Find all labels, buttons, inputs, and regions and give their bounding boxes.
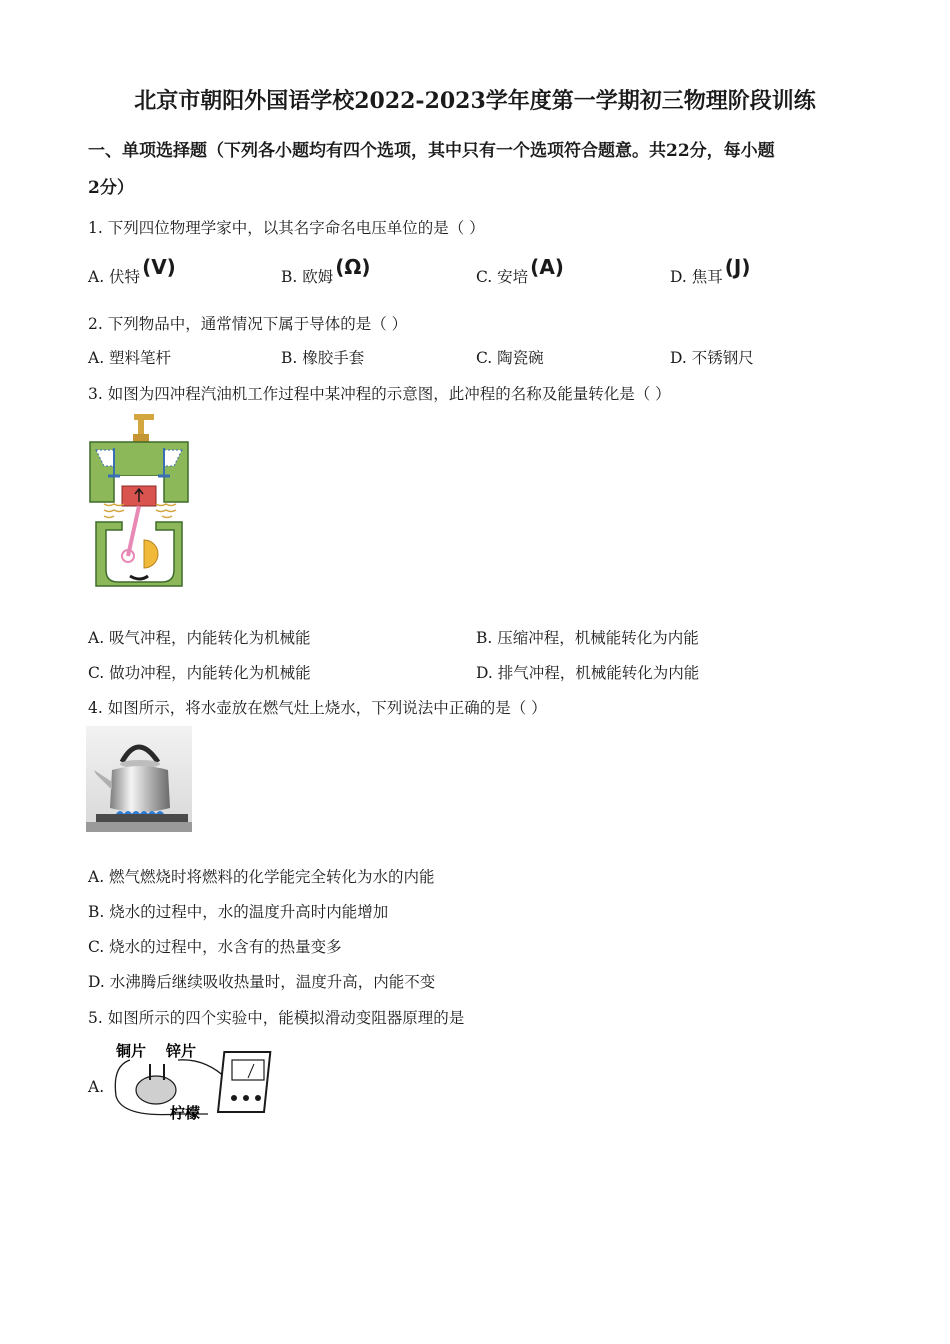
kettle-body <box>110 766 170 812</box>
q3-option-d: D. 排气冲程，机械能转化为内能 <box>476 664 700 682</box>
q5-option-a-label: A. <box>88 1078 105 1096</box>
q1-option-b <box>281 255 371 287</box>
q4-option-c: C. 烧水的过程中，水含有的热量变多 <box>88 938 342 956</box>
section-heading-line2: 2分） <box>88 178 134 198</box>
stove-top <box>86 822 192 832</box>
spark-plug-body <box>138 418 144 436</box>
engine-diagram <box>86 410 192 592</box>
spark-plug-base <box>133 434 149 442</box>
terminal-1 <box>231 1095 237 1101</box>
q2-option-b: B. 橡胶手套 <box>281 349 365 367</box>
q1-option-d-label: D. 焦耳 <box>670 268 723 286</box>
lemon <box>136 1076 176 1104</box>
q1-option-a <box>88 255 176 287</box>
q3-option-c: C. 做功冲程，内能转化为机械能 <box>88 664 311 682</box>
rotation-arrow-icon <box>130 576 148 579</box>
q2-option-c: C. 陶瓷碗 <box>476 349 544 367</box>
question-2-stem: 2. 下列物品中，通常情况下属于导体的是（ ） <box>88 315 408 333</box>
question-1-stem: 1. 下列四位物理学家中，以其名字命名电压单位的是（ ） <box>88 219 485 237</box>
q1-option-b-unit: (Ω) <box>335 255 371 279</box>
q2-option-d: D. 不锈钢尺 <box>670 349 754 367</box>
right-valve-spring <box>156 504 176 518</box>
section-heading-line1: 一、单项选择题（下列各小题均有四个选项，其中只有一个选项符合题意。共22分，每小题 <box>88 141 775 161</box>
combustion-chamber <box>120 476 158 486</box>
wire-right <box>178 1060 228 1080</box>
q1-option-d <box>670 255 751 287</box>
terminal-3 <box>255 1095 261 1101</box>
q4-option-b: B. 烧水的过程中，水的温度升高时内能增加 <box>88 903 389 921</box>
lemon-battery-diagram <box>108 1036 278 1124</box>
zinc-label: 锌片 <box>166 1042 197 1060</box>
q4-option-a: A. 燃气燃烧时将燃料的化学能完全转化为水的内能 <box>88 868 435 886</box>
q1-option-c-label: C. 安培 <box>476 268 529 286</box>
terminal-2 <box>243 1095 249 1101</box>
q2-option-a: A. 塑料笔杆 <box>88 349 172 367</box>
stove-grate <box>96 814 188 822</box>
crankcase <box>96 522 182 586</box>
q4-option-d: D. 水沸腾后继续吸收热量时，温度升高，内能不变 <box>88 973 436 991</box>
question-5-stem: 5. 如图所示的四个实验中，能模拟滑动变阻器原理的是 <box>88 1009 465 1027</box>
kettle-photo <box>86 726 192 832</box>
q1-option-c-unit: (A) <box>530 255 564 279</box>
lemon-label: 柠檬 <box>170 1104 201 1122</box>
question-4-stem: 4. 如图所示，将水壶放在燃气灶上烧水，下列说法中正确的是（ ） <box>88 699 547 717</box>
left-valve-spring <box>104 504 124 518</box>
connecting-rod <box>128 506 139 556</box>
q1-option-c <box>476 255 564 287</box>
crank-wheel <box>144 540 158 568</box>
page-title: 北京市朝阳外国语学校2022-2023学年度第一学期初三物理阶段训练 <box>134 88 816 114</box>
q3-option-a: A. 吸气冲程，内能转化为机械能 <box>88 629 311 647</box>
q1-option-a-label: A. 伏特 <box>88 268 141 286</box>
copper-label: 铜片 <box>116 1042 147 1060</box>
q1-option-b-label: B. 欧姆 <box>281 268 334 286</box>
q1-option-d-unit: (J) <box>724 255 751 279</box>
question-3-stem: 3. 如图为四冲程汽油机工作过程中某冲程的示意图，此冲程的名称及能量转化是（ ） <box>88 385 671 403</box>
q1-option-a-unit: (V) <box>142 255 176 279</box>
q3-option-b: B. 压缩冲程，机械能转化为内能 <box>476 629 699 647</box>
